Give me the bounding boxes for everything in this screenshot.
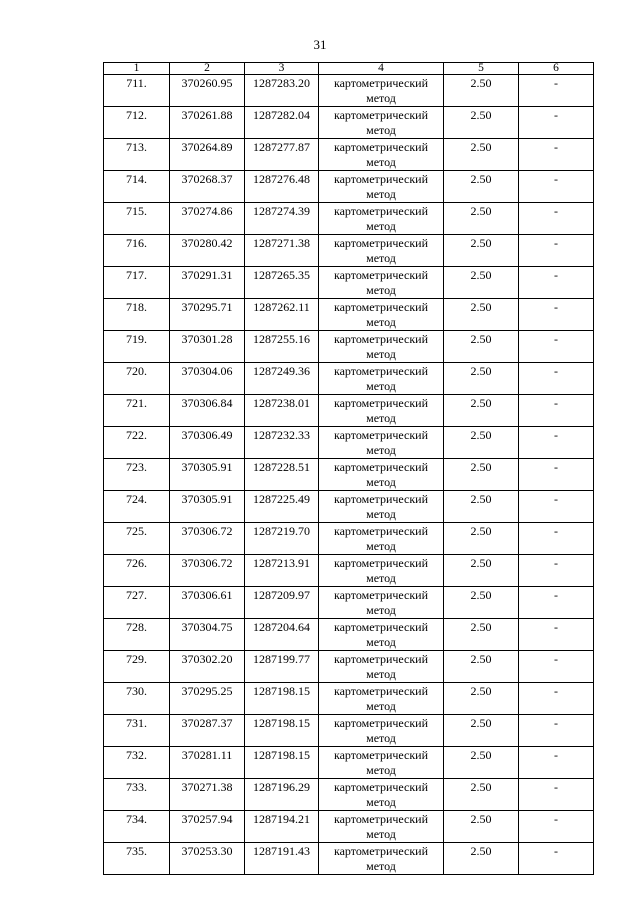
y-coordinate-cell: 1287219.70 <box>245 523 319 555</box>
y-coordinate-cell: 1287262.11 <box>245 299 319 331</box>
x-coordinate-cell: 370306.49 <box>170 427 245 459</box>
method-cell: картометрический метод <box>319 491 444 523</box>
point-number-cell: 729. <box>104 651 170 683</box>
method-cell: картометрический метод <box>319 395 444 427</box>
method-cell: картометрический метод <box>319 363 444 395</box>
table-row <box>104 619 594 651</box>
point-number-cell: 731. <box>104 715 170 747</box>
point-number-cell: 722. <box>104 427 170 459</box>
point-number-cell: 718. <box>104 299 170 331</box>
accuracy-cell: 2.50 <box>444 779 519 811</box>
method-cell: картометрический метод <box>319 523 444 555</box>
accuracy-cell: 2.50 <box>444 843 519 875</box>
column-header-5: 5 <box>444 63 519 75</box>
accuracy-cell: 2.50 <box>444 747 519 779</box>
y-coordinate-cell: 1287277.87 <box>245 139 319 171</box>
point-number-cell: 724. <box>104 491 170 523</box>
y-coordinate-cell: 1287213.91 <box>245 555 319 587</box>
x-coordinate-cell: 370295.71 <box>170 299 245 331</box>
table-row <box>104 843 594 875</box>
method-cell: картометрический метод <box>319 235 444 267</box>
table-row <box>104 75 594 107</box>
point-number-cell: 735. <box>104 843 170 875</box>
x-coordinate-cell: 370304.06 <box>170 363 245 395</box>
accuracy-cell: 2.50 <box>444 427 519 459</box>
note-cell: - <box>519 811 594 843</box>
point-number-cell: 728. <box>104 619 170 651</box>
point-number-cell: 720. <box>104 363 170 395</box>
method-cell: картометрический метод <box>319 75 444 107</box>
table-row <box>104 779 594 811</box>
column-header-4: 4 <box>319 63 444 75</box>
table-row <box>104 587 594 619</box>
method-cell: картометрический метод <box>319 459 444 491</box>
note-cell: - <box>519 203 594 235</box>
method-cell: картометрический метод <box>319 619 444 651</box>
accuracy-cell: 2.50 <box>444 395 519 427</box>
y-coordinate-cell: 1287271.38 <box>245 235 319 267</box>
table-row <box>104 331 594 363</box>
point-number-cell: 732. <box>104 747 170 779</box>
accuracy-cell: 2.50 <box>444 459 519 491</box>
accuracy-cell: 2.50 <box>444 267 519 299</box>
y-coordinate-cell: 1287225.49 <box>245 491 319 523</box>
note-cell: - <box>519 651 594 683</box>
note-cell: - <box>519 459 594 491</box>
x-coordinate-cell: 370291.31 <box>170 267 245 299</box>
accuracy-cell: 2.50 <box>444 683 519 715</box>
x-coordinate-cell: 370268.37 <box>170 171 245 203</box>
table-row <box>104 747 594 779</box>
x-coordinate-cell: 370305.91 <box>170 459 245 491</box>
y-coordinate-cell: 1287199.77 <box>245 651 319 683</box>
accuracy-cell: 2.50 <box>444 139 519 171</box>
table-row <box>104 555 594 587</box>
note-cell: - <box>519 363 594 395</box>
point-number-cell: 716. <box>104 235 170 267</box>
note-cell: - <box>519 555 594 587</box>
x-coordinate-cell: 370287.37 <box>170 715 245 747</box>
method-cell: картометрический метод <box>319 139 444 171</box>
y-coordinate-cell: 1287249.36 <box>245 363 319 395</box>
note-cell: - <box>519 171 594 203</box>
point-number-cell: 727. <box>104 587 170 619</box>
y-coordinate-cell: 1287198.15 <box>245 747 319 779</box>
y-coordinate-cell: 1287198.15 <box>245 683 319 715</box>
x-coordinate-cell: 370301.28 <box>170 331 245 363</box>
table-row <box>104 683 594 715</box>
table-row <box>104 107 594 139</box>
accuracy-cell: 2.50 <box>444 811 519 843</box>
y-coordinate-cell: 1287198.15 <box>245 715 319 747</box>
point-number-cell: 717. <box>104 267 170 299</box>
column-header-1: 1 <box>104 63 170 75</box>
table-row <box>104 363 594 395</box>
table-row <box>104 491 594 523</box>
note-cell: - <box>519 747 594 779</box>
table-row <box>104 459 594 491</box>
accuracy-cell: 2.50 <box>444 523 519 555</box>
note-cell: - <box>519 427 594 459</box>
note-cell: - <box>519 267 594 299</box>
note-cell: - <box>519 619 594 651</box>
method-cell: картометрический метод <box>319 555 444 587</box>
x-coordinate-cell: 370264.89 <box>170 139 245 171</box>
note-cell: - <box>519 523 594 555</box>
method-cell: картометрический метод <box>319 779 444 811</box>
method-cell: картометрический метод <box>319 203 444 235</box>
point-number-cell: 726. <box>104 555 170 587</box>
x-coordinate-cell: 370261.88 <box>170 107 245 139</box>
method-cell: картометрический метод <box>319 651 444 683</box>
y-coordinate-cell: 1287282.04 <box>245 107 319 139</box>
note-cell: - <box>519 139 594 171</box>
point-number-cell: 712. <box>104 107 170 139</box>
x-coordinate-cell: 370306.84 <box>170 395 245 427</box>
y-coordinate-cell: 1287283.20 <box>245 75 319 107</box>
method-cell: картометрический метод <box>319 171 444 203</box>
accuracy-cell: 2.50 <box>444 235 519 267</box>
accuracy-cell: 2.50 <box>444 331 519 363</box>
x-coordinate-cell: 370306.72 <box>170 555 245 587</box>
accuracy-cell: 2.50 <box>444 107 519 139</box>
y-coordinate-cell: 1287238.01 <box>245 395 319 427</box>
page-number: 31 <box>313 37 327 52</box>
point-number-cell: 725. <box>104 523 170 555</box>
point-number-cell: 714. <box>104 171 170 203</box>
accuracy-cell: 2.50 <box>444 587 519 619</box>
note-cell: - <box>519 75 594 107</box>
y-coordinate-cell: 1287232.33 <box>245 427 319 459</box>
y-coordinate-cell: 1287209.97 <box>245 587 319 619</box>
table-row <box>104 267 594 299</box>
coordinates-table <box>103 62 594 875</box>
table-row <box>104 427 594 459</box>
note-cell: - <box>519 491 594 523</box>
x-coordinate-cell: 370271.38 <box>170 779 245 811</box>
method-cell: картометрический метод <box>319 299 444 331</box>
method-cell: картометрический метод <box>319 843 444 875</box>
method-cell: картометрический метод <box>319 267 444 299</box>
accuracy-cell: 2.50 <box>444 299 519 331</box>
point-number-cell: 734. <box>104 811 170 843</box>
y-coordinate-cell: 1287265.35 <box>245 267 319 299</box>
x-coordinate-cell: 370295.25 <box>170 683 245 715</box>
y-coordinate-cell: 1287194.21 <box>245 811 319 843</box>
note-cell: - <box>519 299 594 331</box>
x-coordinate-cell: 370253.30 <box>170 843 245 875</box>
point-number-cell: 713. <box>104 139 170 171</box>
table-row <box>104 715 594 747</box>
point-number-cell: 715. <box>104 203 170 235</box>
note-cell: - <box>519 779 594 811</box>
y-coordinate-cell: 1287228.51 <box>245 459 319 491</box>
x-coordinate-cell: 370257.94 <box>170 811 245 843</box>
table-row <box>104 299 594 331</box>
x-coordinate-cell: 370305.91 <box>170 491 245 523</box>
method-cell: картометрический метод <box>319 107 444 139</box>
accuracy-cell: 2.50 <box>444 203 519 235</box>
column-header-2: 2 <box>170 63 245 75</box>
accuracy-cell: 2.50 <box>444 651 519 683</box>
point-number-cell: 719. <box>104 331 170 363</box>
y-coordinate-cell: 1287204.64 <box>245 619 319 651</box>
point-number-cell: 733. <box>104 779 170 811</box>
y-coordinate-cell: 1287255.16 <box>245 331 319 363</box>
note-cell: - <box>519 843 594 875</box>
x-coordinate-cell: 370304.75 <box>170 619 245 651</box>
point-number-cell: 730. <box>104 683 170 715</box>
accuracy-cell: 2.50 <box>444 715 519 747</box>
y-coordinate-cell: 1287276.48 <box>245 171 319 203</box>
x-coordinate-cell: 370274.86 <box>170 203 245 235</box>
x-coordinate-cell: 370280.42 <box>170 235 245 267</box>
table-row <box>104 811 594 843</box>
x-coordinate-cell: 370281.11 <box>170 747 245 779</box>
y-coordinate-cell: 1287196.29 <box>245 779 319 811</box>
note-cell: - <box>519 587 594 619</box>
point-number-cell: 711. <box>104 75 170 107</box>
table-row <box>104 171 594 203</box>
accuracy-cell: 2.50 <box>444 619 519 651</box>
y-coordinate-cell: 1287191.43 <box>245 843 319 875</box>
column-header-3: 3 <box>245 63 319 75</box>
accuracy-cell: 2.50 <box>444 555 519 587</box>
table-body <box>104 75 594 875</box>
accuracy-cell: 2.50 <box>444 491 519 523</box>
note-cell: - <box>519 331 594 363</box>
method-cell: картометрический метод <box>319 811 444 843</box>
x-coordinate-cell: 370306.72 <box>170 523 245 555</box>
table-row <box>104 523 594 555</box>
table-row <box>104 395 594 427</box>
table-header <box>104 63 594 75</box>
y-coordinate-cell: 1287274.39 <box>245 203 319 235</box>
accuracy-cell: 2.50 <box>444 171 519 203</box>
method-cell: картометрический метод <box>319 683 444 715</box>
method-cell: картометрический метод <box>319 587 444 619</box>
note-cell: - <box>519 395 594 427</box>
point-number-cell: 723. <box>104 459 170 491</box>
note-cell: - <box>519 715 594 747</box>
accuracy-cell: 2.50 <box>444 363 519 395</box>
x-coordinate-cell: 370302.20 <box>170 651 245 683</box>
method-cell: картометрический метод <box>319 427 444 459</box>
method-cell: картометрический метод <box>319 331 444 363</box>
method-cell: картометрический метод <box>319 747 444 779</box>
point-number-cell: 721. <box>104 395 170 427</box>
note-cell: - <box>519 683 594 715</box>
table-row <box>104 139 594 171</box>
note-cell: - <box>519 107 594 139</box>
header-row <box>104 63 594 75</box>
column-header-6: 6 <box>519 63 594 75</box>
note-cell: - <box>519 235 594 267</box>
table-row <box>104 651 594 683</box>
table-row <box>104 235 594 267</box>
x-coordinate-cell: 370260.95 <box>170 75 245 107</box>
x-coordinate-cell: 370306.61 <box>170 587 245 619</box>
accuracy-cell: 2.50 <box>444 75 519 107</box>
table-row <box>104 203 594 235</box>
method-cell: картометрический метод <box>319 715 444 747</box>
